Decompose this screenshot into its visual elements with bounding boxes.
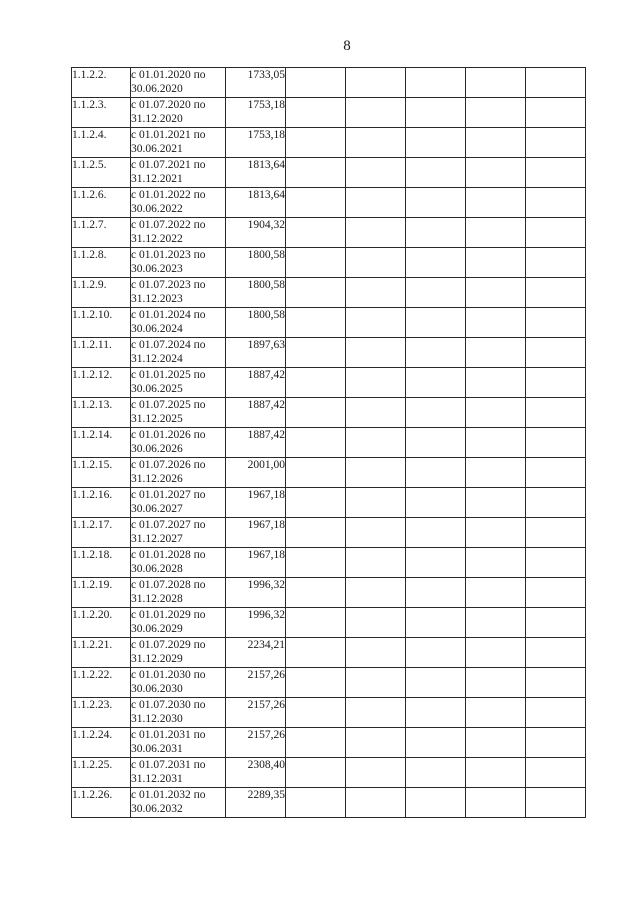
period-cell: [131, 68, 226, 98]
period-cell: [131, 98, 226, 128]
period-cell: [131, 338, 226, 368]
empty-cell: [406, 248, 466, 278]
period-start: с 01.07.2028 по: [131, 579, 206, 591]
value-cell: 1887,42: [226, 368, 286, 398]
empty-cell: [406, 218, 466, 248]
period-end: 30.06.2022: [131, 203, 183, 215]
period-start: с 01.01.2028 по: [131, 549, 206, 561]
row-number-cell: 1.1.2.3.: [72, 98, 131, 128]
empty-cell: [406, 278, 466, 308]
empty-cell: [406, 338, 466, 368]
empty-cell: [346, 218, 406, 248]
empty-cell: [286, 128, 346, 158]
period-cell: [131, 638, 226, 668]
period-start: с 01.01.2024 по: [131, 309, 206, 321]
empty-cell: [526, 638, 586, 668]
period-end: 30.06.2021: [131, 143, 183, 155]
period-start: с 01.01.2031 по: [131, 729, 206, 741]
period-end: 31.12.2029: [131, 653, 183, 665]
empty-cell: [406, 788, 466, 818]
empty-cell: [346, 368, 406, 398]
period-cell: [131, 668, 226, 698]
empty-cell: [406, 728, 466, 758]
empty-cell: [406, 638, 466, 668]
empty-cell: [346, 788, 406, 818]
value-cell: 2157,26: [226, 728, 286, 758]
empty-cell: [346, 278, 406, 308]
empty-cell: [526, 518, 586, 548]
period-cell: [131, 308, 226, 338]
period-end: 30.06.2020: [131, 83, 183, 95]
value-cell: 2289,35: [226, 788, 286, 818]
table-row: [72, 788, 586, 818]
empty-cell: [346, 668, 406, 698]
period-cell: [131, 518, 226, 548]
period-cell: [131, 218, 226, 248]
empty-cell: [406, 518, 466, 548]
empty-cell: [346, 548, 406, 578]
period-start: с 01.01.2032 по: [131, 789, 206, 801]
tariff-table: [71, 67, 586, 818]
period-end: 30.06.2027: [131, 503, 183, 515]
empty-cell: [286, 548, 346, 578]
value-cell: 1813,64: [226, 188, 286, 218]
period-cell: [131, 188, 226, 218]
row-number-cell: 1.1.2.18.: [72, 548, 131, 578]
period-cell: [131, 458, 226, 488]
empty-cell: [346, 308, 406, 338]
period-start: с 01.01.2020 по: [131, 69, 206, 81]
table-row: [72, 368, 586, 398]
empty-cell: [526, 98, 586, 128]
empty-cell: [466, 218, 526, 248]
period-end: 31.12.2030: [131, 713, 183, 725]
value-cell: 2234,21: [226, 638, 286, 668]
period-start: с 01.01.2027 по: [131, 489, 206, 501]
value-cell: 1800,58: [226, 308, 286, 338]
period-cell: [131, 368, 226, 398]
value-cell: 1967,18: [226, 548, 286, 578]
empty-cell: [406, 458, 466, 488]
empty-cell: [466, 638, 526, 668]
table-row: [72, 578, 586, 608]
empty-cell: [406, 608, 466, 638]
empty-cell: [346, 458, 406, 488]
table-row: [72, 548, 586, 578]
period-end: 31.12.2024: [131, 353, 183, 365]
empty-cell: [286, 398, 346, 428]
table-row: [72, 758, 586, 788]
empty-cell: [286, 428, 346, 458]
empty-cell: [466, 728, 526, 758]
value-cell: 1996,32: [226, 578, 286, 608]
period-end: 30.06.2028: [131, 563, 183, 575]
empty-cell: [406, 578, 466, 608]
empty-cell: [286, 278, 346, 308]
value-cell: 1753,18: [226, 128, 286, 158]
value-cell: 1897,63: [226, 338, 286, 368]
row-number-cell: 1.1.2.23.: [72, 698, 131, 728]
empty-cell: [346, 248, 406, 278]
empty-cell: [286, 68, 346, 98]
table-row: [72, 488, 586, 518]
row-number-cell: 1.1.2.9.: [72, 278, 131, 308]
value-cell: 1996,32: [226, 608, 286, 638]
empty-cell: [466, 518, 526, 548]
empty-cell: [466, 758, 526, 788]
empty-cell: [406, 698, 466, 728]
value-cell: 2001,00: [226, 458, 286, 488]
empty-cell: [346, 338, 406, 368]
page-number: 8: [343, 38, 351, 54]
table-row: [72, 728, 586, 758]
table-row: [72, 698, 586, 728]
period-start: с 01.07.2026 по: [131, 459, 206, 471]
empty-cell: [526, 668, 586, 698]
empty-cell: [286, 758, 346, 788]
value-cell: 2157,26: [226, 698, 286, 728]
period-cell: [131, 698, 226, 728]
empty-cell: [526, 758, 586, 788]
empty-cell: [466, 278, 526, 308]
empty-cell: [286, 458, 346, 488]
empty-cell: [406, 308, 466, 338]
empty-cell: [286, 698, 346, 728]
empty-cell: [286, 788, 346, 818]
empty-cell: [466, 128, 526, 158]
table-row: [72, 638, 586, 668]
row-number-cell: 1.1.2.22.: [72, 668, 131, 698]
period-end: 30.06.2025: [131, 383, 183, 395]
period-start: с 01.07.2020 по: [131, 99, 206, 111]
empty-cell: [406, 488, 466, 518]
empty-cell: [406, 128, 466, 158]
period-end: 31.12.2023: [131, 293, 183, 305]
period-end: 31.12.2027: [131, 533, 183, 545]
empty-cell: [346, 98, 406, 128]
empty-cell: [406, 368, 466, 398]
period-cell: [131, 548, 226, 578]
period-start: с 01.07.2024 по: [131, 339, 206, 351]
empty-cell: [406, 758, 466, 788]
empty-cell: [406, 188, 466, 218]
empty-cell: [526, 188, 586, 218]
period-start: с 01.01.2026 по: [131, 429, 206, 441]
period-cell: [131, 398, 226, 428]
period-end: 30.06.2031: [131, 743, 183, 755]
value-cell: 1967,18: [226, 518, 286, 548]
row-number-cell: 1.1.2.5.: [72, 158, 131, 188]
period-end: 30.06.2026: [131, 443, 183, 455]
empty-cell: [346, 578, 406, 608]
empty-cell: [526, 308, 586, 338]
row-number-cell: 1.1.2.25.: [72, 758, 131, 788]
empty-cell: [346, 728, 406, 758]
period-start: с 01.01.2030 по: [131, 669, 206, 681]
table-row: [72, 128, 586, 158]
table-row: [72, 158, 586, 188]
value-cell: 1904,32: [226, 218, 286, 248]
empty-cell: [406, 398, 466, 428]
empty-cell: [466, 458, 526, 488]
empty-cell: [466, 488, 526, 518]
empty-cell: [466, 98, 526, 128]
value-cell: 1800,58: [226, 278, 286, 308]
empty-cell: [466, 788, 526, 818]
empty-cell: [346, 488, 406, 518]
row-number-cell: 1.1.2.21.: [72, 638, 131, 668]
empty-cell: [526, 488, 586, 518]
empty-cell: [526, 398, 586, 428]
period-start: с 01.07.2027 по: [131, 519, 206, 531]
row-number-cell: 1.1.2.20.: [72, 608, 131, 638]
row-number-cell: 1.1.2.16.: [72, 488, 131, 518]
row-number-cell: 1.1.2.8.: [72, 248, 131, 278]
period-start: с 01.07.2021 по: [131, 159, 206, 171]
empty-cell: [526, 218, 586, 248]
row-number-cell: 1.1.2.2.: [72, 68, 131, 98]
empty-cell: [526, 578, 586, 608]
empty-cell: [406, 548, 466, 578]
empty-cell: [286, 368, 346, 398]
empty-cell: [286, 578, 346, 608]
period-start: с 01.01.2022 по: [131, 189, 206, 201]
empty-cell: [466, 248, 526, 278]
value-cell: 1967,18: [226, 488, 286, 518]
period-end: 31.12.2020: [131, 113, 183, 125]
empty-cell: [406, 98, 466, 128]
period-start: с 01.01.2029 по: [131, 609, 206, 621]
period-end: 31.12.2026: [131, 473, 183, 485]
empty-cell: [526, 698, 586, 728]
period-cell: [131, 488, 226, 518]
value-cell: 1813,64: [226, 158, 286, 188]
empty-cell: [346, 638, 406, 668]
value-cell: 1753,18: [226, 98, 286, 128]
table-row: [72, 398, 586, 428]
value-cell: 1800,58: [226, 248, 286, 278]
period-end: 31.12.2028: [131, 593, 183, 605]
row-number-cell: 1.1.2.17.: [72, 518, 131, 548]
table-row: [72, 668, 586, 698]
row-number-cell: 1.1.2.19.: [72, 578, 131, 608]
empty-cell: [286, 158, 346, 188]
period-start: с 01.07.2025 по: [131, 399, 206, 411]
value-cell: 1733,05: [226, 68, 286, 98]
value-cell: 2157,26: [226, 668, 286, 698]
empty-cell: [286, 338, 346, 368]
period-cell: [131, 728, 226, 758]
value-cell: 2308,40: [226, 758, 286, 788]
period-cell: [131, 788, 226, 818]
table-row: [72, 68, 586, 98]
period-start: с 01.01.2025 по: [131, 369, 206, 381]
empty-cell: [466, 188, 526, 218]
empty-cell: [466, 158, 526, 188]
empty-cell: [466, 608, 526, 638]
empty-cell: [346, 758, 406, 788]
table-row: [72, 458, 586, 488]
table-row: [72, 188, 586, 218]
empty-cell: [346, 608, 406, 638]
empty-cell: [286, 668, 346, 698]
empty-cell: [286, 308, 346, 338]
empty-cell: [406, 668, 466, 698]
value-cell: 1887,42: [226, 398, 286, 428]
row-number-cell: 1.1.2.12.: [72, 368, 131, 398]
empty-cell: [466, 548, 526, 578]
period-end: 30.06.2032: [131, 803, 183, 815]
empty-cell: [286, 218, 346, 248]
table-row: [72, 248, 586, 278]
period-cell: [131, 428, 226, 458]
period-cell: [131, 158, 226, 188]
period-end: 30.06.2030: [131, 683, 183, 695]
period-end: 31.12.2025: [131, 413, 183, 425]
period-cell: [131, 608, 226, 638]
empty-cell: [286, 488, 346, 518]
empty-cell: [346, 428, 406, 458]
period-cell: [131, 578, 226, 608]
empty-cell: [346, 518, 406, 548]
empty-cell: [286, 248, 346, 278]
empty-cell: [346, 128, 406, 158]
period-cell: [131, 758, 226, 788]
table-row: [72, 338, 586, 368]
empty-cell: [526, 428, 586, 458]
table-row: [72, 308, 586, 338]
empty-cell: [286, 98, 346, 128]
empty-cell: [526, 338, 586, 368]
empty-cell: [526, 158, 586, 188]
table-row: [72, 218, 586, 248]
table-row: [72, 278, 586, 308]
empty-cell: [526, 368, 586, 398]
empty-cell: [466, 428, 526, 458]
table-row: [72, 98, 586, 128]
empty-cell: [526, 278, 586, 308]
row-number-cell: 1.1.2.13.: [72, 398, 131, 428]
empty-cell: [286, 518, 346, 548]
row-number-cell: 1.1.2.14.: [72, 428, 131, 458]
row-number-cell: 1.1.2.11.: [72, 338, 131, 368]
period-start: с 01.07.2022 по: [131, 219, 206, 231]
empty-cell: [526, 458, 586, 488]
empty-cell: [466, 698, 526, 728]
empty-cell: [286, 728, 346, 758]
row-number-cell: 1.1.2.7.: [72, 218, 131, 248]
empty-cell: [406, 158, 466, 188]
period-end: 31.12.2022: [131, 233, 183, 245]
empty-cell: [466, 68, 526, 98]
empty-cell: [466, 338, 526, 368]
empty-cell: [286, 608, 346, 638]
empty-cell: [466, 668, 526, 698]
period-start: с 01.07.2023 по: [131, 279, 206, 291]
table-row: [72, 428, 586, 458]
empty-cell: [346, 698, 406, 728]
empty-cell: [406, 68, 466, 98]
period-start: с 01.07.2031 по: [131, 759, 206, 771]
empty-cell: [406, 428, 466, 458]
table-row: [72, 518, 586, 548]
empty-cell: [526, 728, 586, 758]
period-end: 31.12.2021: [131, 173, 183, 185]
empty-cell: [526, 68, 586, 98]
value-cell: 1887,42: [226, 428, 286, 458]
period-end: 30.06.2029: [131, 623, 183, 635]
empty-cell: [346, 68, 406, 98]
period-cell: [131, 128, 226, 158]
period-cell: [131, 278, 226, 308]
table-row: [72, 608, 586, 638]
period-start: с 01.07.2030 по: [131, 699, 206, 711]
period-end: 31.12.2031: [131, 773, 183, 785]
period-start: с 01.01.2021 по: [131, 129, 206, 141]
period-end: 30.06.2024: [131, 323, 183, 335]
row-number-cell: 1.1.2.6.: [72, 188, 131, 218]
empty-cell: [526, 128, 586, 158]
tariff-table-body: [72, 68, 586, 818]
empty-cell: [346, 158, 406, 188]
empty-cell: [346, 398, 406, 428]
row-number-cell: 1.1.2.26.: [72, 788, 131, 818]
period-end: 30.06.2023: [131, 263, 183, 275]
empty-cell: [466, 368, 526, 398]
row-number-cell: 1.1.2.10.: [72, 308, 131, 338]
row-number-cell: 1.1.2.24.: [72, 728, 131, 758]
empty-cell: [286, 188, 346, 218]
empty-cell: [526, 608, 586, 638]
row-number-cell: 1.1.2.4.: [72, 128, 131, 158]
empty-cell: [526, 788, 586, 818]
period-cell: [131, 248, 226, 278]
period-start: с 01.07.2029 по: [131, 639, 206, 651]
empty-cell: [346, 188, 406, 218]
empty-cell: [526, 548, 586, 578]
period-start: с 01.01.2023 по: [131, 249, 206, 261]
empty-cell: [466, 398, 526, 428]
empty-cell: [466, 578, 526, 608]
empty-cell: [286, 638, 346, 668]
row-number-cell: 1.1.2.15.: [72, 458, 131, 488]
empty-cell: [466, 308, 526, 338]
empty-cell: [526, 248, 586, 278]
